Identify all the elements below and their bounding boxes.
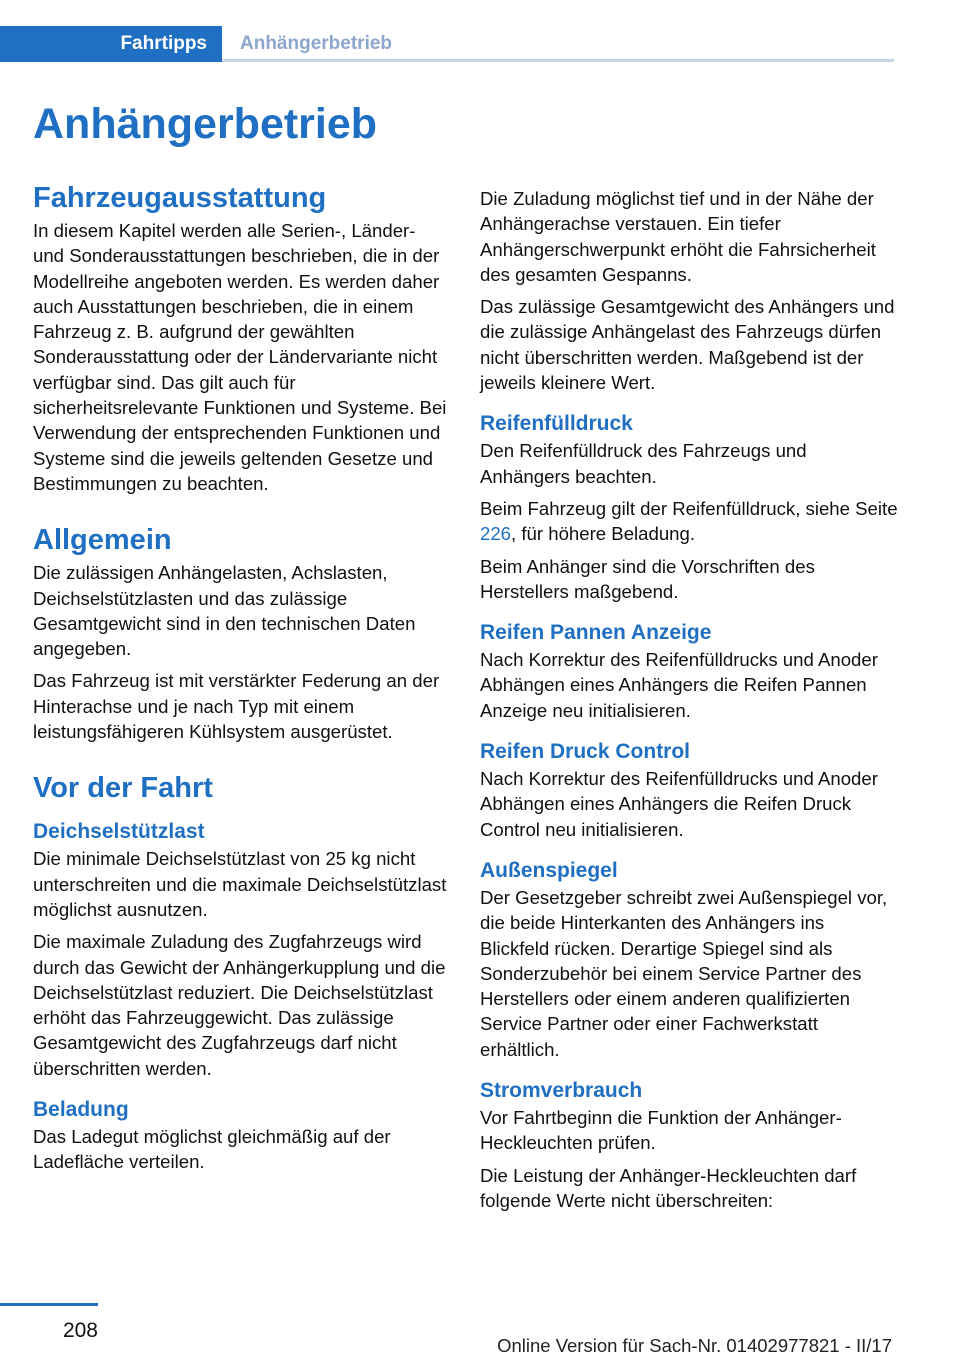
- paragraph-allgemein-2: Das Fahrzeug ist mit verstärkter Federung an der Hinterachse und je nach Typ mit einem leistungsfähigeren Kühlsystem ausgerüstet.: [33, 670, 440, 743]
- paragraph-reifen-druck-control: Nach Korrektur des Reifenfülldrucks und Anoder Abhängen eines Anhängers die Reifen Druck Control neu initialisieren.: [480, 768, 878, 840]
- heading-stromverbrauch: Stromverbrauch: [480, 1079, 643, 1103]
- header-section-tab: Fahrtipps: [0, 26, 222, 62]
- heading-fahrzeugausstattung: Fahrzeugausstattung: [33, 182, 327, 214]
- heading-aussenspiegel: Außenspiegel: [480, 858, 618, 882]
- paragraph-deichselstuetzlast-1: Die minimale Deichselstützlast von 25 kg nicht unterschreiten und die maximale Deichselstützlast möglichst ausnutzen.: [33, 848, 447, 920]
- page-number: 208: [62, 1319, 98, 1342]
- heading-reifen-pannen-anzeige: Reifen Pannen Anzeige: [480, 621, 712, 645]
- paragraph-reifenfuelldruck-2: [480, 496, 898, 547]
- heading-reifen-druck-control: Reifen Druck Control: [480, 740, 691, 764]
- page-reference-link[interactable]: 226: [480, 523, 512, 545]
- chapter-title: Anhängerbetrieb: [33, 100, 378, 148]
- header-divider: [222, 59, 894, 62]
- paragraph-allgemein-1: Die zulässigen Anhängelasten, Achslasten, Deichselstützlasten und das zulässige Gesamtgewicht sind in den technischen Daten angegeben.: [33, 562, 416, 660]
- paragraph-beladung-2: Die Zuladung möglichst tief und in der Nähe der Anhängerachse verstauen. Ein tiefer Anhängerschwerpunkt erhöht die Fahrsicherheit des gesamten Gespanns.: [480, 188, 876, 285]
- reifenfuelldruck-text-after: , für höhere Beladung.: [511, 523, 696, 545]
- paragraph-beladung-3: Das zulässige Gesamtgewicht des Anhängers und die zulässige Anhängelast des Fahrzeugs dürfen nicht überschritten werden. Maßgebend ist der jeweils kleinere Wert.: [480, 296, 895, 394]
- heading-deichselstuetzlast: Deichselstützlast: [33, 820, 205, 844]
- paragraph-stromverbrauch-1: Vor Fahrtbeginn die Funktion der Anhänger-Heckleuchten prüfen.: [480, 1107, 842, 1154]
- paragraph-stromverbrauch-2: Die Leistung der Anhänger-Heckleuchten darf folgende Werte nicht überschreiten:: [480, 1164, 857, 1211]
- paragraph-aussenspiegel: Der Gesetzgeber schreibt zwei Außenspiegel vor, die beide Hinterkanten des Anhängers ins Blickfeld rücken. Derartige Spiegel sind als Sonderzubehör bei einem Service Partner des Herstellers oder einem anderen qualifizierten Service Partner oder einer Fachwerkstatt erhältlich.: [480, 886, 888, 1060]
- online-version-note: Online Version für Sach-Nr. 01402977821 - II/17: [497, 1335, 892, 1356]
- reifenfuelldruck-text-before: Beim Fahrzeug gilt der Reifenfülldruck, siehe Seite: [480, 497, 898, 519]
- paragraph-beladung-1: Das Ladegut möglichst gleichmäßig auf der Ladefläche verteilen.: [33, 1126, 391, 1173]
- paragraph-reifenfuelldruck-3: Beim Anhänger sind die Vorschriften des Herstellers maßgebend.: [480, 555, 815, 602]
- header-subsection-tab: Anhängerbetrieb: [240, 33, 393, 54]
- heading-reifenfuelldruck: Reifenfülldruck: [480, 412, 633, 436]
- heading-allgemein: Allgemein: [33, 524, 172, 557]
- heading-beladung: Beladung: [33, 1098, 129, 1122]
- right-column: [480, 186, 898, 1220]
- paragraph-deichselstuetzlast-2: Die maximale Zuladung des Zugfahrzeugs wird durch das Gewicht der Anhängerkupplung und die Deichselstützlast reduziert. Die Deichselstützlast erhöht das Fahrzeuggewicht. Das zulässige Gesamtgewicht des Zugfahrzeugs darf nicht überschritten werden.: [33, 931, 446, 1079]
- footer-page-rule: [0, 1303, 98, 1306]
- paragraph-reifenfuelldruck-1: Den Reifenfülldruck des Fahrzeugs und Anhängers beachten.: [480, 440, 807, 487]
- paragraph-reifen-pannen-anzeige: Nach Korrektur des Reifenfülldrucks und Anoder Abhängen eines Anhängers die Reifen Pannen Anzeige neu initialisieren.: [480, 649, 878, 721]
- left-column: [33, 178, 451, 1182]
- paragraph-fahrzeugausstattung: In diesem Kapitel werden alle Serien-, Länder- und Sonderausstattungen beschrieben, die in der Modellreihe angeboten werden. Es werden daher auch Ausstattungen beschrieben, die in einem Fahrzeug z. B. aufgrund der gewählten Sonderausstattung oder der Ländervariante nicht verfügbar sind. Das gilt auch für sicherheitsrelevante Funktionen und Systeme. Bei Verwendung der entsprechenden Funktionen und Systeme sind die jeweils geltenden Gesetze und Bestimmungen zu beachten.: [33, 220, 447, 494]
- heading-vor-der-fahrt: Vor der Fahrt: [33, 772, 213, 805]
